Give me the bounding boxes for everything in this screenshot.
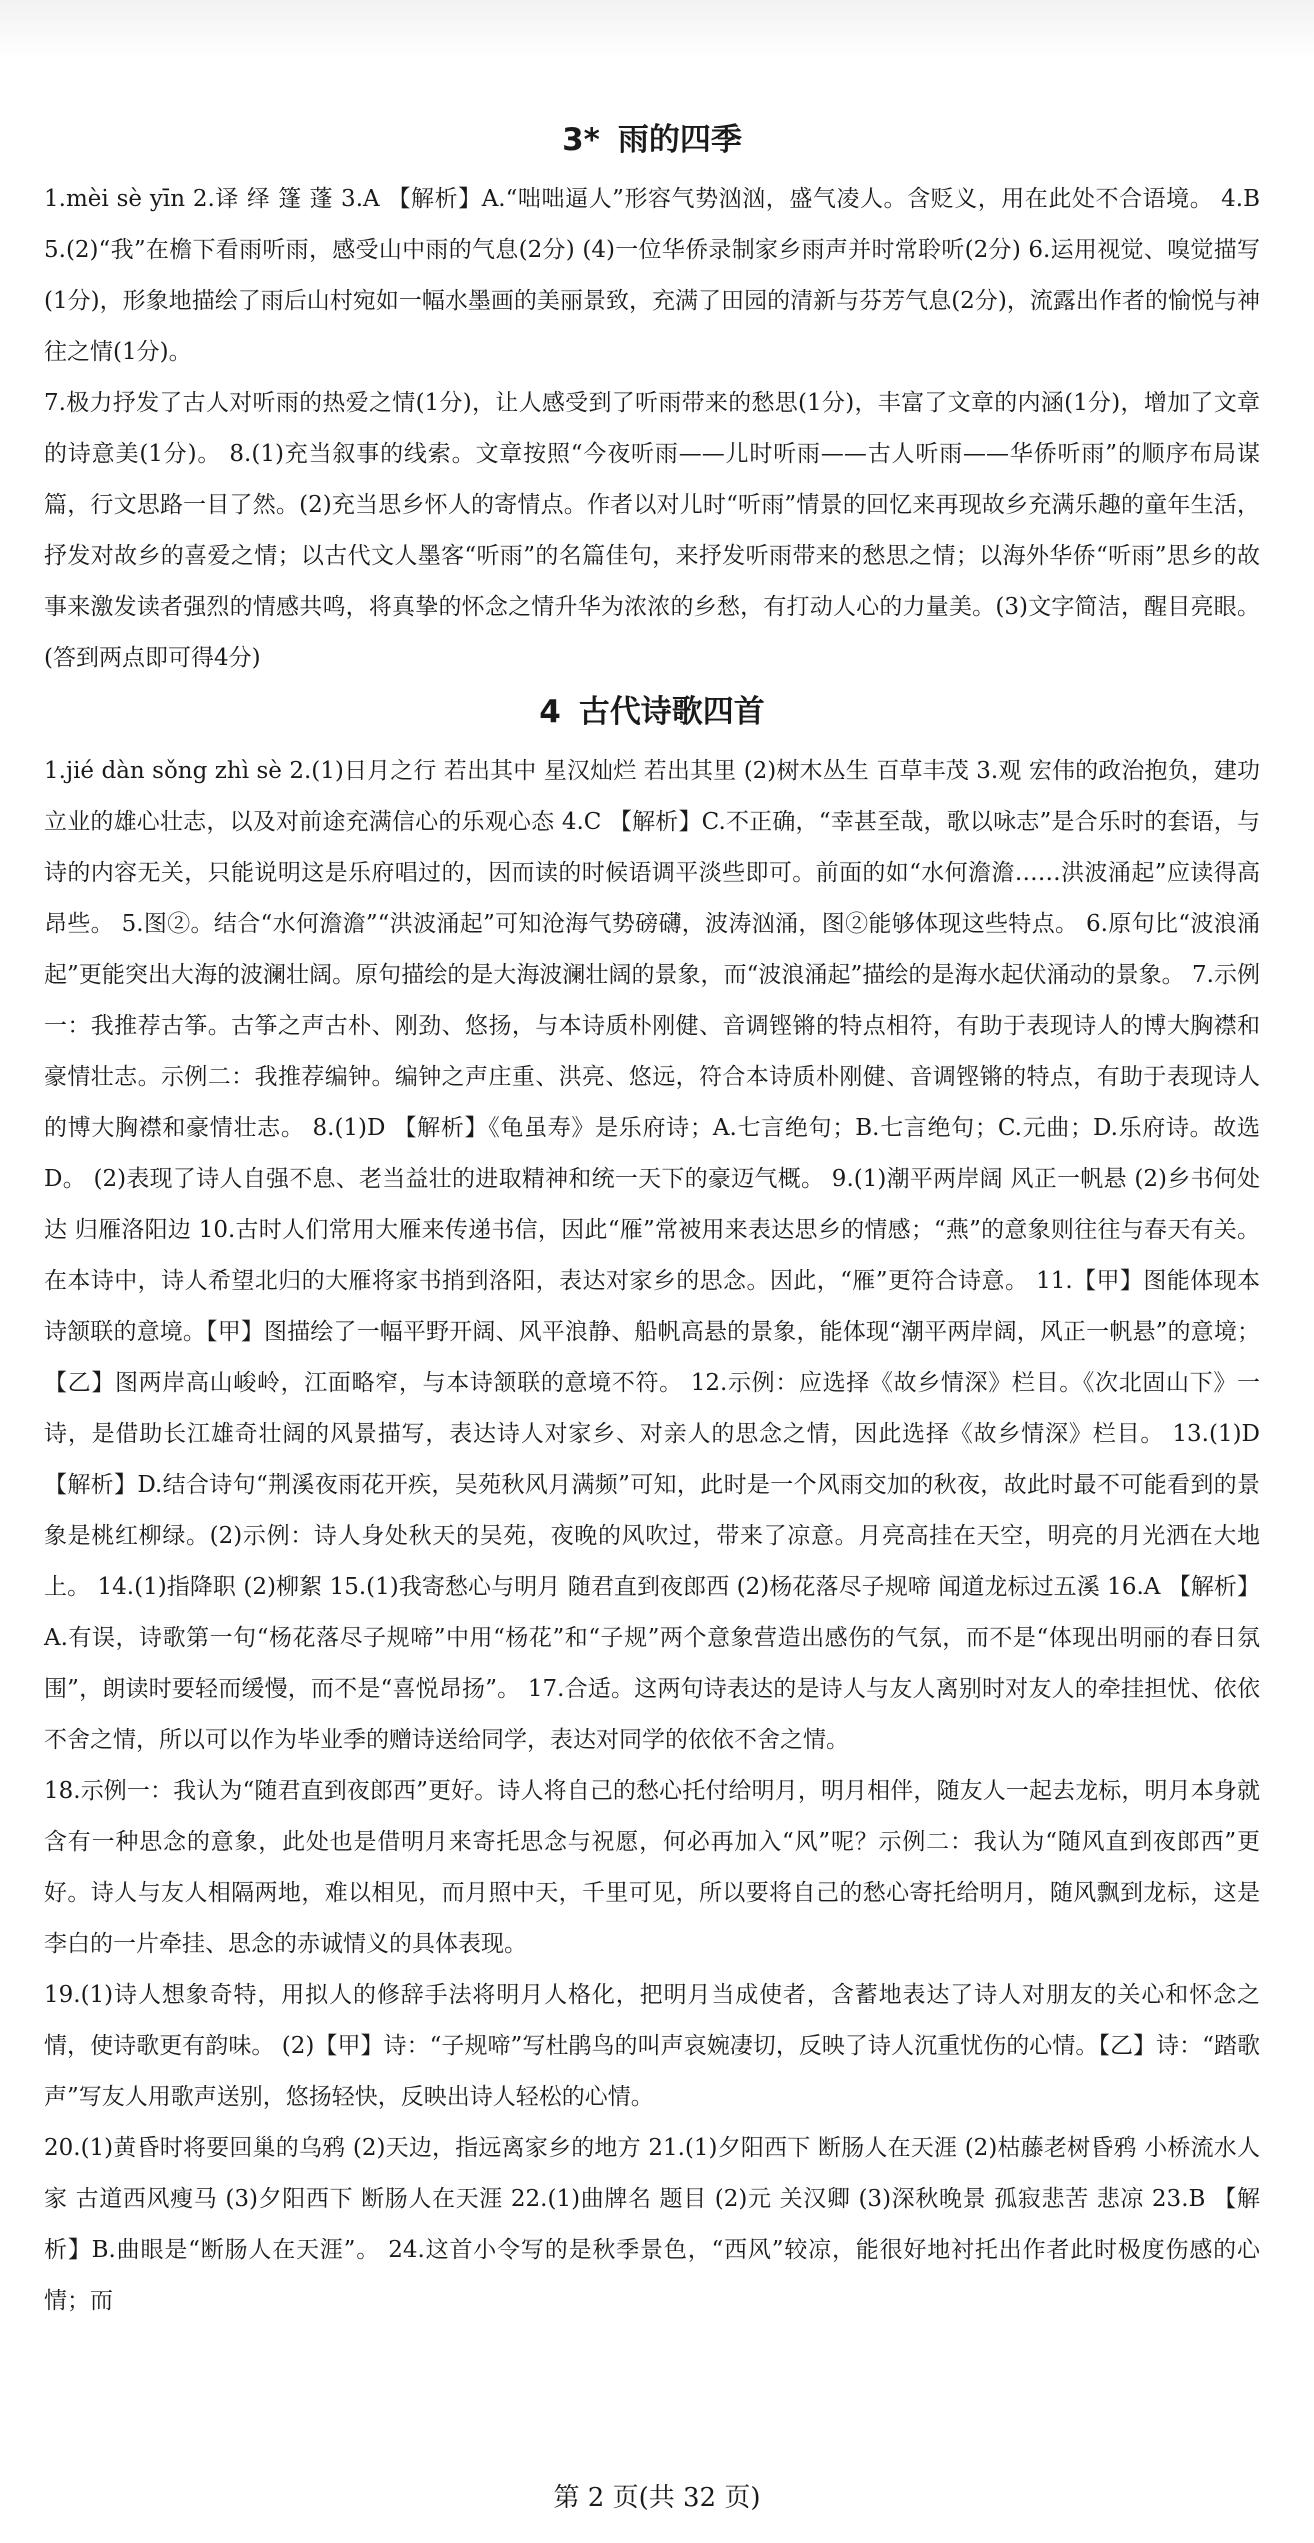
section-title-4 xyxy=(44,690,1260,734)
answer-paragraph: 1.mèi sè yīn 2.译 绎 篷 蓬 3.A 【解析】A.“咄咄逼人”形容气势汹汹，盛气凌人。含贬义，用在此处不合语境。 4.B 5.(2)“我”在檐下看雨听雨，感受山中雨的气息(2分) (4)一位华侨录制家乡雨声并时常聆听(2分) 6.运用视觉、嗅觉描写(1分)，形象地描绘了雨后山村宛如一幅水墨画的美丽景致，充满了田园的清新与芬芳气息(2分)，流露出作者的愉悦与神往之情(1分)。 xyxy=(44,186,1260,365)
scan-shadow xyxy=(0,0,1314,60)
section-title-text: 古代诗歌四首 xyxy=(578,694,765,730)
section-title-text: 雨的四季 xyxy=(617,122,742,158)
answer-paragraph: 7.极力抒发了古人对听雨的热爱之情(1分)，让人感受到了听雨带来的愁思(1分)，丰富了文章的内涵(1分)，增加了文章的诗意美(1分)。 8.(1)充当叙事的线索。文章按照“今夜听雨——儿时听雨——古人听雨——华侨听雨”的顺序布局谋篇，行文思路一目了然。(2)充当思乡怀人的寄情点。作者以对儿时“听雨”情景的回忆来再现故乡充满乐趣的童年生活，抒发对故乡的喜爱之情；以古代文人墨客“听雨”的名篇佳句，来抒发听雨带来的愁思之情；以海外华侨“听雨”思乡的故事来激发读者强烈的情感共鸣，将真挚的怀念之情升华为浓浓的乡愁，有打动人心的力量美。(3)文字简洁，醒目亮眼。(答到两点即可得4分) xyxy=(44,390,1260,671)
answer-paragraph: 19.(1)诗人想象奇特，用拟人的修辞手法将明月人格化，把明月当成使者，含蓄地表达了诗人对朋友的关心和怀念之情，使诗歌更有韵味。 (2)【甲】诗：“子规啼”写杜鹃鸟的叫声哀婉凄切，反映了诗人沉重忧伤的心情。【乙】诗：“踏歌声”写友人用歌声送别，悠扬轻快，反映出诗人轻松的心情。 xyxy=(44,1982,1260,2110)
section-title-3 xyxy=(44,118,1260,162)
page-footer: 第 2 页(共 32 页) xyxy=(553,2483,761,2513)
answer-paragraph: 18.示例一：我认为“随君直到夜郎西”更好。诗人将自己的愁心托付给明月，明月相伴，随友人一起去龙标，明月本身就含有一种思念的意象，此处也是借明月来寄托思念与祝愿，何必再加入“风”呢？示例二：我认为“随风直到夜郎西”更好。诗人与友人相隔两地，难以相见，而月照中天，千里可见，所以要将自己的愁心寄托给明月，随风飘到龙标，这是李白的一片牵挂、思念的赤诚情义的具体表现。 xyxy=(44,1778,1260,1957)
section-number: 3* xyxy=(562,122,600,158)
section-number: 4 xyxy=(539,694,561,730)
answer-paragraph: 1.jié dàn sǒng zhì sè 2.(1)日月之行 若出其中 星汉灿烂 若出其里 (2)树木丛生 百草丰茂 3.观 宏伟的政治抱负，建功立业的雄心壮志，以及对前途充满信心的乐观心态 4.C 【解析】C.不正确，“幸甚至哉，歌以咏志”是合乐时的套语，与诗的内容无关，只能说明这是乐府唱过的，因而读的时候语调平淡些即可。前面的如“水何澹澹……洪波涌起”应读得高昂些。 5.图②。结合“水何澹澹”“洪波涌起”可知沧海气势磅礴，波涛汹涌，图②能够体现这些特点。 6.原句比“波浪涌起”更能突出大海的波澜壮阔。原句描绘的是大海波澜壮阔的景象，而“波浪涌起”描绘的是海水起伏涌动的景象。 7.示例一：我推荐古筝。古筝之声古朴、刚劲、悠扬，与本诗质朴刚健、音调铿锵的特点相符，有助于表现诗人的博大胸襟和豪情壮志。示例二：我推荐编钟。编钟之声庄重、洪亮、悠远，符合本诗质朴刚健、音调铿锵的特点，有助于表现诗人的博大胸襟和豪情壮志。 8.(1)D 【解析】《龟虽寿》是乐府诗；A.七言绝句；B.七言绝句；C.元曲；D.乐府诗。故选D。 (2)表现了诗人自强不息、老当益壮的进取精神和统一天下的豪迈气概。 9.(1)潮平两岸阔 风正一帆悬 (2)乡书何处达 归雁洛阳边 10.古时人们常用大雁来传递书信，因此“雁”常被用来表达思乡的情感；“燕”的意象则往往与春天有关。在本诗中，诗人希望北归的大雁将家书捎到洛阳，表达对家乡的思念。因此，“雁”更符合诗意。 11.【甲】图能体现本诗颔联的意境。【甲】图描绘了一幅平野开阔、风平浪静、船帆高悬的景象，能体现“潮平两岸阔，风正一帆悬”的意境；【乙】图两岸高山峻岭，江面略窄，与本诗颔联的意境不符。 12.示例：应选择《故乡情深》栏目。《次北固山下》一诗，是借助长江雄奇壮阔的风景描写，表达诗人对家乡、对亲人的思念之情，因此选择《故乡情深》栏目。 13.(1)D 【解析】D.结合诗句“荆溪夜雨花开疾，吴苑秋风月满频”可知，此时是一个风雨交加的秋夜，故此时最不可能看到的景象是桃红柳绿。(2)示例：诗人身处秋天的吴苑，夜晚的风吹过，带来了凉意。月亮高挂在天空，明亮的月光洒在大地上。 14.(1)指降职 (2)柳絮 15.(1)我寄愁心与明月 随君直到夜郎西 (2)杨花落尽子规啼 闻道龙标过五溪 16.A 【解析】A.有误，诗歌第一句“杨花落尽子规啼”中用“杨花”和“子规”两个意象营造出感伤的气氛，而不是“体现出明丽的春日氛围”，朗读时要轻而缓慢，而不是“喜悦昂扬”。 17.合适。这两句诗表达的是诗人与友人离别时对友人的牵挂担忧、依依不舍之情，所以可以作为毕业季的赠诗送给同学，表达对同学的依依不舍之情。 xyxy=(44,758,1260,1753)
answer-paragraph: 20.(1)黄昏时将要回巢的乌鸦 (2)天边，指远离家乡的地方 21.(1)夕阳西下 断肠人在天涯 (2)枯藤老树昏鸦 小桥流水人家 古道西风瘦马 (3)夕阳西下 断肠人在天涯 22.(1)曲牌名 题目 (2)元 关汉卿 (3)深秋晚景 孤寂悲苦 悲凉 23.B 【解析】B.曲眼是“断肠人在天涯”。 24.这首小令写的是秋季景色，“西风”较凉，能很好地衬托出作者此时极度伤感的心情；而 xyxy=(44,2135,1260,2314)
